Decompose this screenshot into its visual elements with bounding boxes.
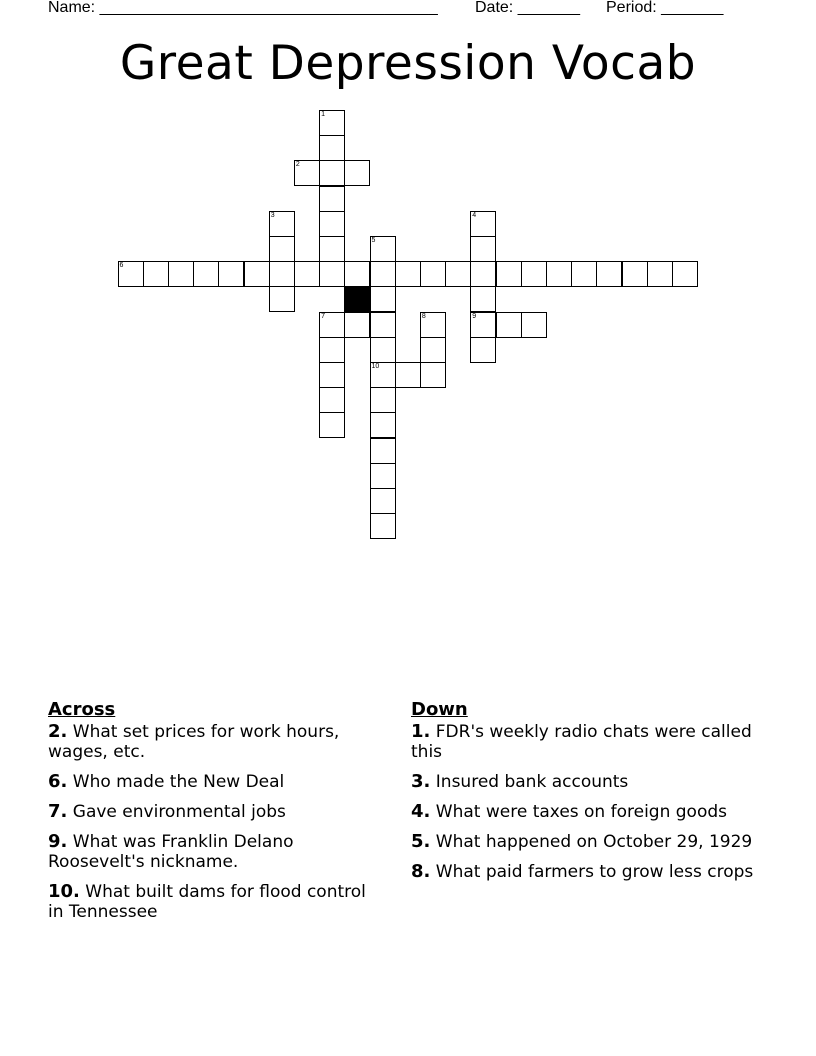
clue-text: What was Franklin Delano Roosevelt's nickname.	[48, 832, 294, 872]
crossword-cell[interactable]	[118, 261, 144, 287]
crossword-cell[interactable]	[168, 261, 194, 287]
crossword-cell[interactable]	[218, 261, 244, 287]
crossword-cell[interactable]	[470, 312, 496, 338]
crossword-cell[interactable]	[546, 261, 572, 287]
crossword-cell[interactable]	[370, 337, 396, 363]
clue-text: What set prices for work hours, wages, etc.	[48, 722, 340, 762]
crossword-cell[interactable]	[420, 362, 446, 388]
crossword-cell[interactable]	[344, 160, 370, 186]
cell-number: 8	[421, 312, 426, 320]
crossword-cell[interactable]	[269, 261, 295, 287]
down-clue-list	[411, 722, 756, 882]
crossword-cell[interactable]	[647, 261, 673, 287]
crossword-cell[interactable]	[193, 261, 219, 287]
cell-number: 4	[472, 211, 477, 219]
crossword-cell[interactable]	[445, 261, 471, 287]
clue-text: Gave environmental jobs	[72, 802, 286, 822]
clue-number: 5.	[411, 831, 431, 852]
crossword-cell[interactable]	[521, 312, 547, 338]
crossword-cell[interactable]	[319, 160, 345, 186]
crossword-cell[interactable]	[370, 488, 396, 514]
crossword-cell[interactable]	[370, 261, 396, 287]
cell-number: 3	[270, 211, 275, 219]
clue-text: What paid farmers to grow less crops	[435, 862, 754, 882]
clue-number: 8.	[411, 861, 431, 882]
clue-text: What built dams for flood control in Tennessee	[48, 882, 366, 922]
clue-number: 10.	[48, 881, 80, 902]
crossword-cell[interactable]	[344, 261, 370, 287]
clue-text: Who made the New Deal	[72, 772, 285, 792]
crossword-cell[interactable]	[470, 337, 496, 363]
crossword-cell[interactable]	[395, 261, 421, 287]
crossword-cell[interactable]	[470, 211, 496, 237]
crossword-cell[interactable]	[319, 312, 345, 338]
across-clue	[48, 802, 368, 822]
crossword-cell[interactable]	[370, 286, 396, 312]
clue-text: Insured bank accounts	[435, 772, 629, 792]
crossword-cell[interactable]	[269, 286, 295, 312]
crossword-cell[interactable]	[496, 312, 522, 338]
period-field[interactable]: Period: _______	[606, 0, 724, 16]
cell-number: 5	[371, 237, 376, 244]
cell-number: 2	[295, 161, 300, 169]
clue-number: 6.	[48, 771, 68, 792]
crossword-cell[interactable]	[319, 186, 345, 212]
across-clue	[48, 722, 368, 762]
crossword-cell[interactable]	[470, 261, 496, 287]
crossword-cell[interactable]	[596, 261, 622, 287]
down-clue	[411, 862, 756, 882]
crossword-cell[interactable]	[420, 312, 446, 338]
crossword-cell[interactable]	[319, 110, 345, 136]
crossword-cell[interactable]	[319, 362, 345, 388]
crossword-black-square	[344, 286, 370, 312]
crossword-cell[interactable]	[571, 261, 597, 287]
crossword-cell[interactable]	[319, 135, 345, 161]
crossword-cell[interactable]	[521, 261, 547, 287]
clue-number: 7.	[48, 801, 68, 822]
cell-number: 9	[472, 312, 477, 320]
crossword-cell[interactable]	[319, 337, 345, 363]
clue-number: 4.	[411, 801, 431, 822]
crossword-cell[interactable]	[143, 261, 169, 287]
crossword-cell[interactable]	[294, 160, 320, 186]
cell-number: 10	[371, 363, 380, 370]
crossword-cell[interactable]	[370, 362, 396, 388]
down-clue	[411, 722, 756, 762]
clue-text: What happened on October 29, 1929	[435, 832, 753, 852]
across-clue	[48, 882, 368, 922]
crossword-cell[interactable]	[470, 286, 496, 312]
across-clues	[48, 700, 368, 932]
clue-number: 2.	[48, 721, 68, 742]
crossword-cell[interactable]	[370, 463, 396, 489]
crossword-cell[interactable]	[420, 337, 446, 363]
name-field[interactable]: Name: ______________________________________	[48, 0, 438, 16]
crossword-cell[interactable]	[496, 261, 522, 287]
date-field[interactable]: Date: _______	[475, 0, 580, 16]
down-clue	[411, 832, 756, 852]
crossword-cell[interactable]	[269, 211, 295, 237]
crossword-cell[interactable]	[294, 261, 320, 287]
crossword-cell[interactable]	[319, 261, 345, 287]
crossword-cell[interactable]	[370, 236, 396, 262]
across-heading: Across	[48, 699, 116, 720]
crossword-cell[interactable]	[370, 387, 396, 413]
crossword-cell[interactable]	[420, 261, 446, 287]
down-clue	[411, 772, 756, 792]
crossword-cell[interactable]	[269, 236, 295, 262]
crossword-cell[interactable]	[370, 438, 396, 464]
clue-text: FDR's weekly radio chats were called this	[411, 722, 752, 762]
page-title: Great Depression Vocab	[119, 36, 697, 91]
crossword-cell[interactable]	[470, 236, 496, 262]
crossword-cell[interactable]	[370, 412, 396, 438]
crossword-cell[interactable]	[370, 312, 396, 338]
crossword-cell[interactable]	[319, 211, 345, 237]
crossword-cell[interactable]	[370, 513, 396, 539]
crossword-cell[interactable]	[395, 362, 421, 388]
across-clue-list	[48, 722, 368, 922]
clue-text: What were taxes on foreign goods	[435, 802, 728, 822]
across-clue	[48, 832, 368, 872]
crossword-cell[interactable]	[319, 236, 345, 262]
crossword-cell[interactable]	[319, 412, 345, 438]
cell-number: 6	[119, 262, 124, 270]
cell-number: 1	[321, 111, 325, 118]
crossword-cell[interactable]	[319, 387, 345, 413]
crossword-cell[interactable]	[244, 261, 270, 287]
down-heading: Down	[411, 699, 468, 720]
clue-number: 1.	[411, 721, 431, 742]
down-clues	[411, 700, 756, 892]
clue-number: 9.	[48, 831, 68, 852]
clue-number: 3.	[411, 771, 431, 792]
cell-number: 7	[321, 312, 325, 320]
crossword-cell[interactable]	[344, 312, 370, 338]
across-clue	[48, 772, 368, 792]
crossword-cell[interactable]	[672, 261, 698, 287]
down-clue	[411, 802, 756, 822]
crossword-cell[interactable]	[622, 261, 648, 287]
